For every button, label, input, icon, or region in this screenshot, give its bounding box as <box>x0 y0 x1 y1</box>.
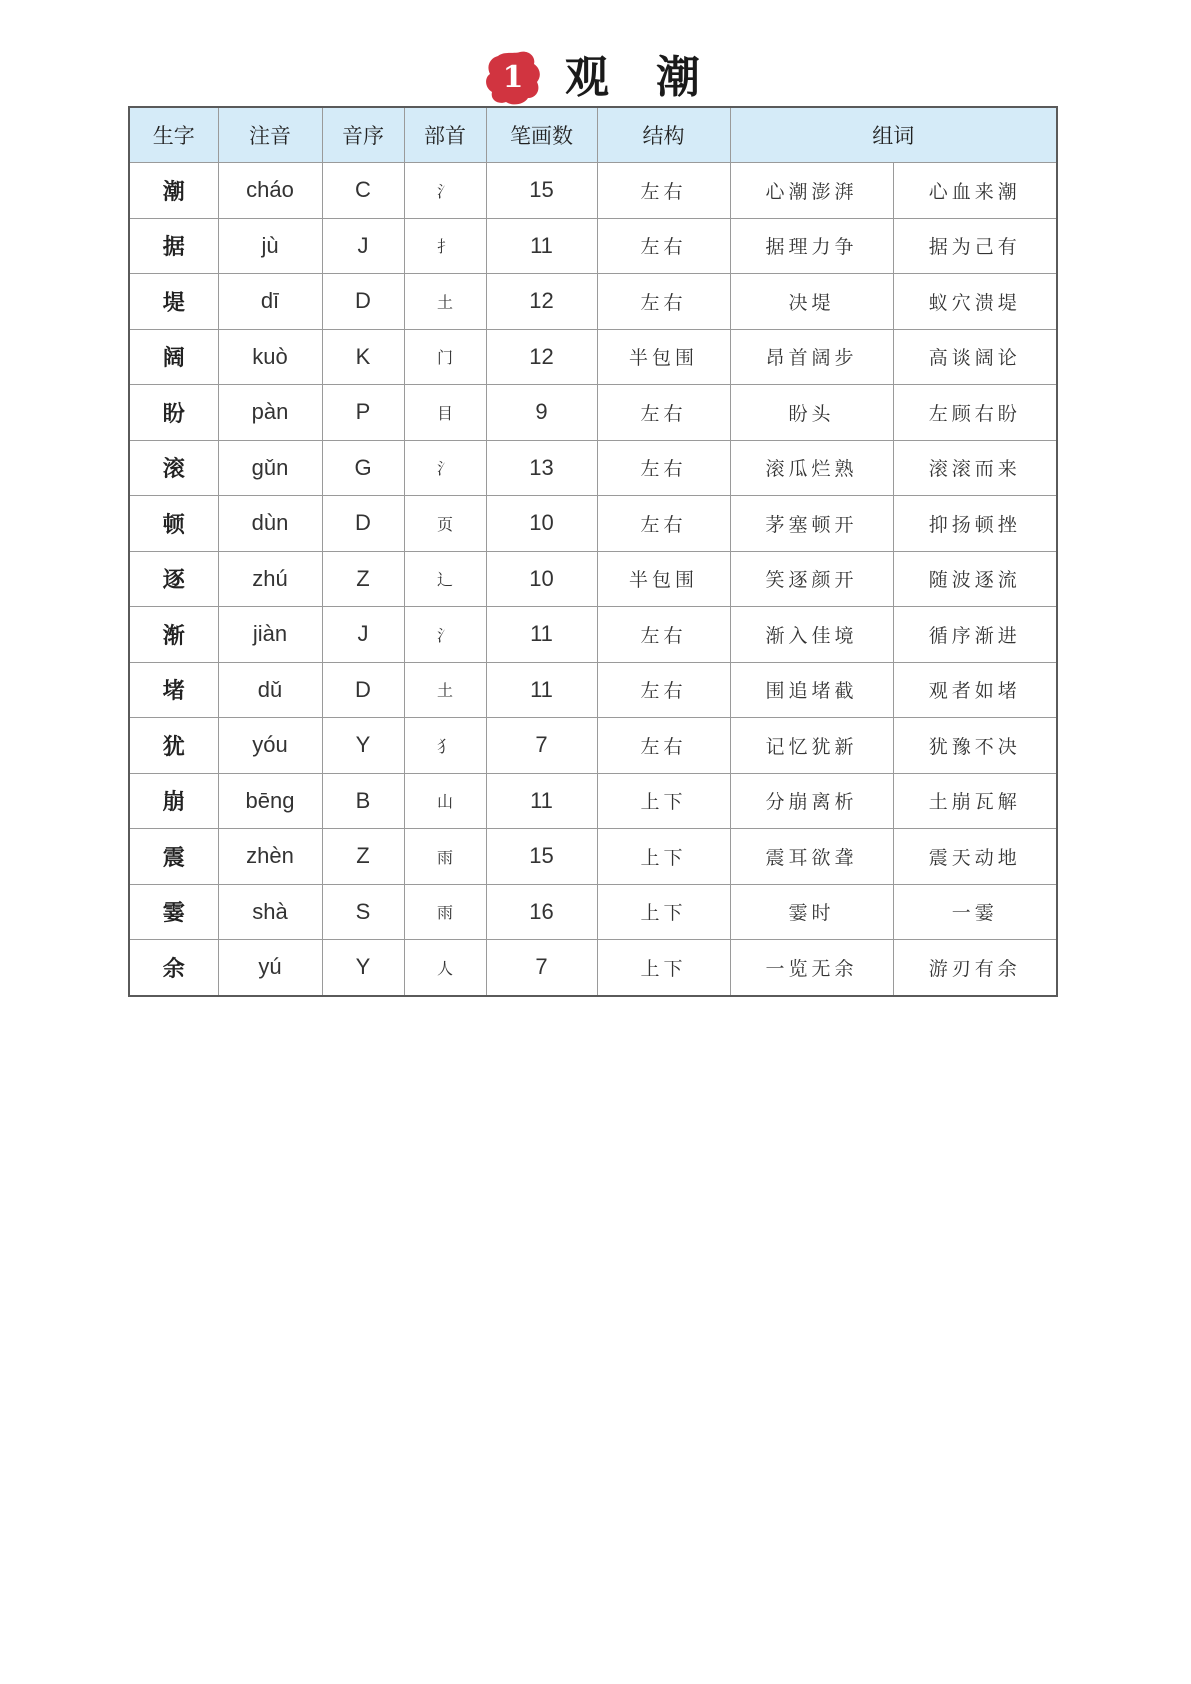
table-row <box>129 829 1057 885</box>
table-row <box>129 773 1057 829</box>
cell-word-2: 左顾右盼 <box>893 385 1057 441</box>
header-char: 生字 <box>129 107 218 163</box>
cell-char: 堤 <box>129 274 218 330</box>
header-pinyin: 注音 <box>218 107 322 163</box>
cell-word-2: 心血来潮 <box>893 163 1057 219</box>
cell-word-1: 一览无余 <box>730 940 893 996</box>
cell-pinyin: yú <box>218 940 322 996</box>
cell-letter: J <box>322 218 404 274</box>
cell-word-1: 昂首阔步 <box>730 329 893 385</box>
cell-structure: 左右 <box>597 274 730 330</box>
cell-word-1: 分崩离析 <box>730 773 893 829</box>
cell-radical: 雨 <box>404 884 486 940</box>
cell-strokes: 15 <box>486 829 597 885</box>
cell-char: 据 <box>129 218 218 274</box>
title-char-2: 潮 <box>656 52 700 103</box>
header-radical: 部首 <box>404 107 486 163</box>
header-words: 组词 <box>730 107 1057 163</box>
cell-char: 余 <box>129 940 218 996</box>
cell-structure: 上下 <box>597 884 730 940</box>
cell-radical: 门 <box>404 329 486 385</box>
cell-word-1: 围追堵截 <box>730 662 893 718</box>
cell-structure: 左右 <box>597 718 730 774</box>
table-row <box>129 385 1057 441</box>
cell-word-1: 心潮澎湃 <box>730 163 893 219</box>
cell-pinyin: gǔn <box>218 440 322 496</box>
cell-pinyin: dǔ <box>218 662 322 718</box>
cell-word-2: 滚滚而来 <box>893 440 1057 496</box>
cell-word-2: 抑扬顿挫 <box>893 496 1057 552</box>
cell-letter: Y <box>322 940 404 996</box>
cell-letter: S <box>322 884 404 940</box>
cell-pinyin: jiàn <box>218 607 322 663</box>
cell-strokes: 12 <box>486 274 597 330</box>
cell-radical: 人 <box>404 940 486 996</box>
cell-strokes: 15 <box>486 163 597 219</box>
table-row <box>129 607 1057 663</box>
table-row <box>129 496 1057 552</box>
cell-letter: Z <box>322 551 404 607</box>
cell-pinyin: dī <box>218 274 322 330</box>
cell-char: 渐 <box>129 607 218 663</box>
cell-structure: 上下 <box>597 940 730 996</box>
cell-word-1: 盼头 <box>730 385 893 441</box>
cell-strokes: 9 <box>486 385 597 441</box>
cell-word-2: 犹豫不决 <box>893 718 1057 774</box>
cell-radical: 扌 <box>404 218 486 274</box>
cell-radical: 氵 <box>404 607 486 663</box>
cell-structure: 左右 <box>597 163 730 219</box>
cell-word-1: 笑逐颜开 <box>730 551 893 607</box>
cell-char: 堵 <box>129 662 218 718</box>
cell-letter: P <box>322 385 404 441</box>
cell-word-2: 一霎 <box>893 884 1057 940</box>
cell-word-2: 震天动地 <box>893 829 1057 885</box>
cell-letter: B <box>322 773 404 829</box>
table-header-row <box>129 107 1057 163</box>
cell-pinyin: cháo <box>218 163 322 219</box>
header-letter: 音序 <box>322 107 404 163</box>
cell-char: 盼 <box>129 385 218 441</box>
table-row <box>129 884 1057 940</box>
lesson-title <box>0 46 1191 110</box>
title-char-1: 观 <box>565 52 609 103</box>
cell-pinyin: jù <box>218 218 322 274</box>
cell-radical: 雨 <box>404 829 486 885</box>
cell-radical: 土 <box>404 662 486 718</box>
cell-char: 阔 <box>129 329 218 385</box>
vocabulary-table <box>128 106 1058 997</box>
cell-pinyin: bēng <box>218 773 322 829</box>
cell-radical: 页 <box>404 496 486 552</box>
cell-word-1: 渐入佳境 <box>730 607 893 663</box>
lesson-number: 1 <box>502 60 524 95</box>
cell-char: 崩 <box>129 773 218 829</box>
cell-word-2: 土崩瓦解 <box>893 773 1057 829</box>
cell-radical: 土 <box>404 274 486 330</box>
cell-structure: 半包围 <box>597 329 730 385</box>
cell-pinyin: yóu <box>218 718 322 774</box>
cell-structure: 左右 <box>597 662 730 718</box>
table-row <box>129 940 1057 996</box>
cell-radical: 辶 <box>404 551 486 607</box>
cell-letter: D <box>322 496 404 552</box>
cell-word-1: 震耳欲聋 <box>730 829 893 885</box>
cell-word-1: 霎时 <box>730 884 893 940</box>
cell-word-1: 记忆犹新 <box>730 718 893 774</box>
cell-word-2: 高谈阔论 <box>893 329 1057 385</box>
cell-radical: 氵 <box>404 163 486 219</box>
cell-char: 潮 <box>129 163 218 219</box>
cell-word-2: 随波逐流 <box>893 551 1057 607</box>
cell-radical: 氵 <box>404 440 486 496</box>
cell-word-2: 循序渐进 <box>893 607 1057 663</box>
cell-word-1: 茅塞顿开 <box>730 496 893 552</box>
cell-char: 震 <box>129 829 218 885</box>
table-row <box>129 718 1057 774</box>
cell-structure: 左右 <box>597 607 730 663</box>
cell-structure: 左右 <box>597 440 730 496</box>
lesson-number-badge <box>484 50 542 106</box>
cell-word-2: 据为己有 <box>893 218 1057 274</box>
cell-strokes: 7 <box>486 718 597 774</box>
cell-word-2: 蚁穴溃堤 <box>893 274 1057 330</box>
cell-char: 犹 <box>129 718 218 774</box>
cell-word-1: 据理力争 <box>730 218 893 274</box>
cell-pinyin: zhú <box>218 551 322 607</box>
cell-letter: J <box>322 607 404 663</box>
cell-strokes: 11 <box>486 773 597 829</box>
cell-strokes: 16 <box>486 884 597 940</box>
header-strokes: 笔画数 <box>486 107 597 163</box>
cell-word-2: 观者如堵 <box>893 662 1057 718</box>
cell-structure: 左右 <box>597 385 730 441</box>
table-row <box>129 163 1057 219</box>
cell-radical: 犭 <box>404 718 486 774</box>
cell-strokes: 10 <box>486 496 597 552</box>
cell-strokes: 12 <box>486 329 597 385</box>
cell-word-1: 决堤 <box>730 274 893 330</box>
cell-strokes: 11 <box>486 662 597 718</box>
cell-letter: G <box>322 440 404 496</box>
cell-strokes: 13 <box>486 440 597 496</box>
cell-radical: 目 <box>404 385 486 441</box>
table-row <box>129 551 1057 607</box>
table-row <box>129 218 1057 274</box>
cell-structure: 半包围 <box>597 551 730 607</box>
cell-strokes: 7 <box>486 940 597 996</box>
cell-pinyin: pàn <box>218 385 322 441</box>
cell-char: 霎 <box>129 884 218 940</box>
cell-pinyin: dùn <box>218 496 322 552</box>
cell-char: 顿 <box>129 496 218 552</box>
cell-strokes: 11 <box>486 218 597 274</box>
cell-letter: Y <box>322 718 404 774</box>
cell-letter: C <box>322 163 404 219</box>
cell-word-2: 游刃有余 <box>893 940 1057 996</box>
cell-structure: 左右 <box>597 496 730 552</box>
cell-letter: K <box>322 329 404 385</box>
table-row <box>129 662 1057 718</box>
cell-radical: 山 <box>404 773 486 829</box>
cell-pinyin: zhèn <box>218 829 322 885</box>
table-row <box>129 274 1057 330</box>
cell-structure: 上下 <box>597 829 730 885</box>
table-row <box>129 329 1057 385</box>
cell-letter: D <box>322 662 404 718</box>
cell-char: 逐 <box>129 551 218 607</box>
cell-letter: D <box>322 274 404 330</box>
cell-pinyin: kuò <box>218 329 322 385</box>
cell-char: 滚 <box>129 440 218 496</box>
table-row <box>129 440 1057 496</box>
cell-word-1: 滚瓜烂熟 <box>730 440 893 496</box>
cell-strokes: 11 <box>486 607 597 663</box>
cell-structure: 左右 <box>597 218 730 274</box>
cell-letter: Z <box>322 829 404 885</box>
cell-pinyin: shà <box>218 884 322 940</box>
header-structure: 结构 <box>597 107 730 163</box>
cell-strokes: 10 <box>486 551 597 607</box>
cell-structure: 上下 <box>597 773 730 829</box>
